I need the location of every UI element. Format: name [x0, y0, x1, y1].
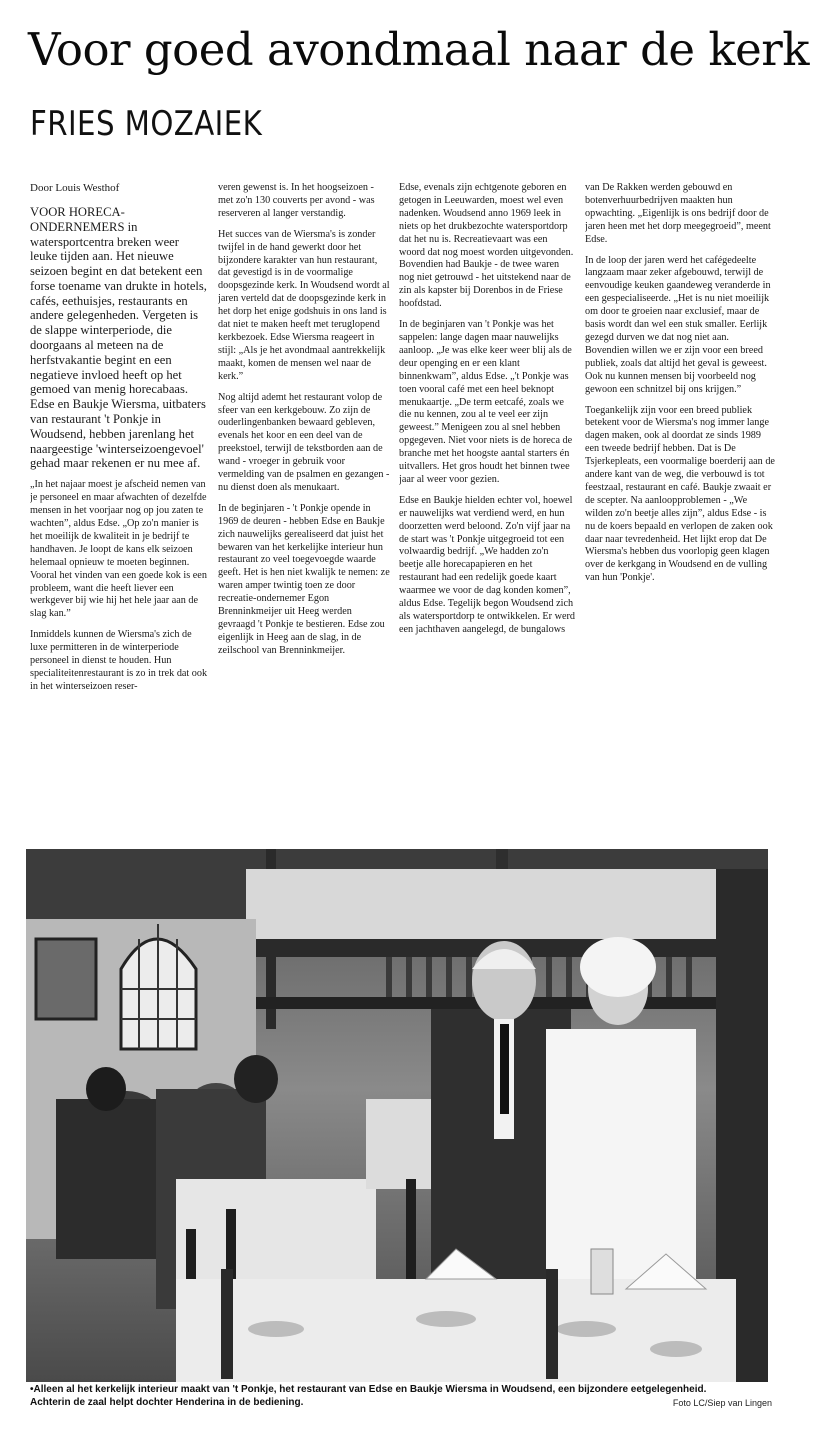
byline: Door Louis Westhof: [30, 182, 120, 194]
paragraph: Het succes van de Wiersma's is zonder twijfel in de hand gewerkt door het bijzondere karakter van hun restaurant, dat gevestigd is in de voormalige doopsgezinde kerk. In Woudsend wordt al jaren verteld dat de doopsgezinde kerk in het dorp het enige godshuis in ons land is dat niet te maken heeft met teruglopend kerkbezoek. Edse Wiersma reageert in stijl: „Als je het avondmaal aantrekkelijk maakt, komen de mensen wel naar de kerk.”: [218, 228, 390, 382]
lead-text: in watersportcentra breken weer leuke tijden aan. Het nieuwe seizoen begint en dat betekent een forse toename van drukte in hotels, cafés, eethuisjes, restaurants en andere gelegenheden. Vergeten is de slappe winterperiode, die doorgaans al meteen na de herfstvakantie begint en een negatieve invloed heeft op het gemoed van menig horecabaas. Edse en Baukje Wiersma, uitbaters van restaurant 't Ponkje in Woudsend, hebben jarenlang het naargeestige 'winterseizoengevoel' gehad maar rekenen er nu mee af.: [30, 219, 207, 471]
paragraph: Edse, evenals zijn echtgenote geboren en getogen in Leeuwarden, moest wel even nadenken. Woudsend anno 1969 leek in niets op het drukbezochte watersportdorp dat het nu is. Recreatievaart was een woord dat nog moest worden uitgevonden. Bovendien had Baukje - de twee waren nog niet getrouwd - het uitstekend naar de zin als kapster bij Dorenbos in de Friese hoofdstad.: [399, 182, 574, 310]
paragraph: In de beginjaren - 't Ponkje opende in 1969 de deuren - hebben Edse en Baukje zich nauwelijks gerealiseerd dat juist het bewaren van het kerkelijke interieur hun restaurant zo veel toegevoegde waarde geeft. Het is hen niet kwalijk te nemen: ze waren amper twintig toen ze door recreatie-ondernemer Egon Brenninkmeijer uit Heeg werden gevraagd 't Ponkje te bestieren. Edse zou eigenlijk in Heeg aan de slag, in de zeilschool van Brenninkmeijer.: [218, 502, 390, 656]
column-4: [585, 182, 775, 827]
paragraph: In de beginjaren van 't Ponkje was het sappelen: lange dagen maar nauwelijks aanloop. „Je was elke keer weer blij als de deur openging en er een klant binnenkwam”, aldus Edse. „'t Ponkje was toen vooral café met een heel beknopt menukaartje. „De term eetcafé, zoals we die nu kennen, zou al te veel eer zijn geweest.” Menigeen zou al snel hebben opgegeven. Niet voor niets is de horeca de branche met het hoogste aantal starters én uitvallers. Het gros houdt het binnen twee jaar al weer voor gezien.: [399, 319, 573, 485]
lead-paragraph: [30, 205, 208, 471]
photo-credit: Foto LC/Siep van Lingen: [672, 1398, 772, 1408]
column-3: [399, 182, 575, 827]
article-body: [30, 182, 780, 827]
lead-caps: VOOR HORECA-ONDERNEMERS: [30, 204, 125, 234]
column-1: [30, 182, 208, 827]
headline: Voor goed avondmaal naar de kerk: [28, 23, 810, 76]
caption-line-2: Achterin de zaal helpt dochter Henderina in de bediening.: [30, 1396, 304, 1408]
paragraph: In de loop der jaren werd het cafégedeelte langzaam maar zeker afgebouwd, terwijl de eenvoudige keuken gaandeweg veranderde in een gespecialiseerde. „Het is nu niet moeilijk om door te groeien naar exclusief, maar de basis wordt dan wel een stuk smaller. Eerlijk gezegd durven we dat nog niet aan. Bovendien willen we er zijn voor een breed publiek, zoals dat altijd het geval is geweest. Ook nu kunnen mensen bij voorbeeld nog gewoon een schnitzel bij ons krijgen.”: [585, 254, 771, 395]
restaurant-photo: [26, 849, 768, 1382]
paragraph: „In het najaar moest je afscheid nemen van je personeel en maar afwachten of dezelfde mensen in het voorjaar nog op jou zaten te wachten”, aldus Edse. „Op zo'n manier is het moeilijk de kwaliteit in je bedrijf te handhaven. Je loopt de kans elk seizoen helemaal opnieuw te moeten beginnen. Vooral het vinden van een goede kok is een probleem, want die heeft liever een werkgever bij wie hij het hele jaar aan de slag kan.”: [30, 479, 207, 620]
paragraph: van De Rakken werden gebouwd en botenverhuurbedrijven maakten hun opwachting. „Eigenlijk is ons bedrijf door de jaren heen met het dorp meegegroeid”, meent Edse.: [585, 182, 771, 245]
caption-line-1: •Alleen al het kerkelijk interieur maakt van 't Ponkje, het restaurant van Edse en Baukje Wiersma in Woudsend, een bijzondere eetgelegenheid.: [30, 1384, 707, 1395]
paragraph: veren gewenst is. In het hoogseizoen - met zo'n 130 couverts per avond - was reserveren al langer verstandig.: [218, 182, 375, 219]
paragraph: Nog altijd ademt het restaurant volop de sfeer van een kerkgebouw. Zo zijn de ouderlingenbanken bewaard gebleven, evenals het koor en een deel van de preekstoel, terwijl de tekstborden aan de wand - vroeger in gebruik voor vermelding van de psalmen en gezangen - nu dienst doen als menukaart.: [218, 391, 390, 493]
column-2: [218, 182, 390, 827]
paragraph: Toegankelijk zijn voor een breed publiek betekent voor de Wiersma's nog immer lange dagen maken, ook al doordat ze sinds 1989 een tweede bedrijf hebben. Dat is De Tsjerkepleats, een voormalige boerderij aan de andere kant van de weg, die verbouwd is tot feestzaal, restaurant en café. Baukje zwaait er de scepter. Na aanloopproblemen - „We wilden zo'n beetje alles zijn”, aldus Edse - is nu de koers bepaald en verlopen de zaken ook daar naar tevredenheid. Het lijkt erop dat De Wiersma's hebben dus voorlopig geen klagen over de kerkgang in Woudsend en de vulling van hun 'Ponkje'.: [585, 404, 775, 584]
paragraph: Edse en Baukje hielden echter vol, hoewel er nauwelijks wat verdiend werd, en hun doorzetten werd beloond. Zo'n vijf jaar na de start was 't Ponkje uitgegroeid tot een volwaardig bedrijf. „We hadden zo'n beetje alle horecapapieren en het restaurant had een redelijk goede kaart waarmee we voor de dag konden komen”, aldus Edse. Tegelijk begon Woudsend zich als watersportdorp te ontwikkelen. Er werd een jachthaven aangelegd, de bungalows: [399, 494, 575, 635]
paragraph: Inmiddels kunnen de Wiersma's zich de luxe permitteren in de winterperiode personeel in dienst te houden. Hun specialiteitenrestaurant is zo in trek dat ook in het winterseizoen reser-: [30, 629, 208, 692]
section-title: FRIES MOZAIEK: [30, 104, 263, 144]
